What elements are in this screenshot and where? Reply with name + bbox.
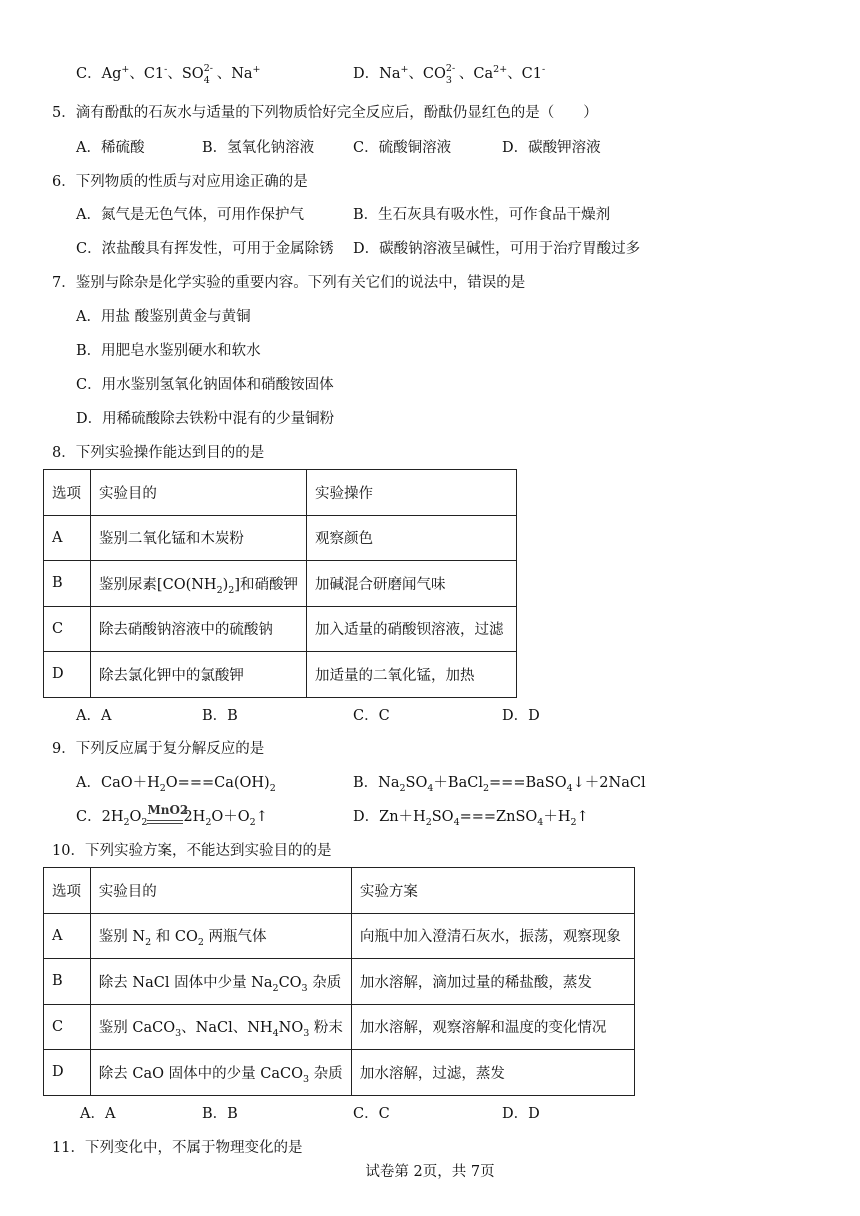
q5-option-a[interactable]: A．稀硫酸 xyxy=(76,140,145,156)
q11-stem: 11．下列变化中，不属于物理变化的是 xyxy=(52,1140,303,1156)
table-cell: 观察颜色 xyxy=(307,515,517,561)
q10-option-d[interactable]: D．D xyxy=(502,1106,540,1122)
table-row xyxy=(44,959,635,1005)
table-cell: 鉴别 CaCO$_3$、NaCl、$NH_4NO_3$ 粉末 xyxy=(90,1004,351,1050)
q9-option-c[interactable]: C．$2H_2O_2$ MnO2 $2H_2O+O_2↑$ xyxy=(76,803,268,828)
q6-stem: 6．下列物质的性质与对应用途正确的是 xyxy=(52,174,308,190)
table-cell: 加碱混合研磨闻气味 xyxy=(307,561,517,607)
table-cell: 除去氯化钾中的氯酸钾 xyxy=(90,652,306,698)
q7-option-d[interactable]: D．用稀硫酸除去铁粉中混有的少量铜粉 xyxy=(76,411,335,427)
table-header-cell: 实验方案 xyxy=(351,868,634,914)
q10-option-a[interactable]: A．A xyxy=(80,1106,116,1122)
table-cell: D xyxy=(44,652,91,698)
table-header-cell: 实验目的 xyxy=(90,868,351,914)
table-cell: 加水溶解，过滤，蒸发 xyxy=(351,1050,634,1096)
q5-option-c[interactable]: C．硫酸铜溶液 xyxy=(353,140,452,156)
table-cell: 加入适量的硝酸钡溶液，过滤 xyxy=(307,606,517,652)
q8-option-b[interactable]: B．B xyxy=(202,708,238,724)
q8-option-d[interactable]: D．D xyxy=(502,708,540,724)
q7-option-a[interactable]: A．用盐 酸鉴别黄金与黄铜 xyxy=(76,309,251,325)
table-row xyxy=(44,1004,635,1050)
q5-option-d[interactable]: D．碳酸钾溶液 xyxy=(502,140,601,156)
q9-option-b[interactable]: B．$Na_2SO_4+BaCl_2===BaSO_4↓+2NaCl$ xyxy=(353,775,646,794)
q6-option-b[interactable]: B．生石灰具有吸水性，可作食品干燥剂 xyxy=(353,207,611,223)
table-header-cell: 选项 xyxy=(44,868,91,914)
table-cell: 向瓶中加入澄清石灰水，振荡，观察现象 xyxy=(351,913,634,959)
table-row xyxy=(44,913,635,959)
q6-option-a[interactable]: A．氮气是无色气体，可用作保护气 xyxy=(76,207,304,223)
table-cell: 鉴别二氧化锰和木炭粉 xyxy=(90,515,306,561)
q7-option-b[interactable]: B．用肥皂水鉴别硬水和软水 xyxy=(76,343,261,359)
page-footer: 试卷第 2页，共 7页 xyxy=(365,1164,495,1180)
q6-option-d[interactable]: D．碳酸钠溶液呈碱性，可用于治疗胃酸过多 xyxy=(353,241,641,257)
table-cell: A xyxy=(44,515,91,561)
table-cell: D xyxy=(44,1050,91,1096)
table-header-cell: 选项 xyxy=(44,470,91,516)
table-row xyxy=(44,515,517,561)
q8-option-c[interactable]: C．C xyxy=(353,708,390,724)
q4-option-c: C．Ag+、C1-、SO 2- 4 、Na+ xyxy=(76,63,261,86)
q8-table xyxy=(43,469,517,698)
table-header-row xyxy=(44,470,517,516)
q4-option-d: D．Na+、CO 2- 3 、$Ca^{2+}$、C1- xyxy=(353,63,546,86)
q6-option-c[interactable]: C．浓盐酸具有挥发性，可用于金属除锈 xyxy=(76,241,334,257)
table-cell: 加适量的二氧化锰，加热 xyxy=(307,652,517,698)
table-row xyxy=(44,1050,635,1096)
table-cell: B xyxy=(44,959,91,1005)
q9-stem: 9．下列反应属于复分解反应的是 xyxy=(52,741,265,757)
q8-stem: 8．下列实验操作能达到目的的是 xyxy=(52,445,265,461)
table-cell: C xyxy=(44,606,91,652)
q9-option-a[interactable]: A．$CaO+H_2O===Ca(OH)_2$ xyxy=(76,775,276,794)
table-header-cell: 实验操作 xyxy=(307,470,517,516)
table-row xyxy=(44,561,517,607)
table-row xyxy=(44,606,517,652)
q10-table xyxy=(43,867,635,1096)
table-cell: 鉴别尿素$[CO(NH_2)_2]$和硝酸钾 xyxy=(90,561,306,607)
table-row xyxy=(44,652,517,698)
q5-stem: 5．滴有酚酞的石灰水与适量的下列物质恰好完全反应后，酚酞仍显红色的是（ ） xyxy=(52,105,598,121)
table-cell: 除去 NaCl 固体中少量 $Na_2CO_3$ 杂质 xyxy=(90,959,351,1005)
table-cell: 鉴别 $N_2$ 和 $CO_2$ 两瓶气体 xyxy=(90,913,351,959)
q10-option-c[interactable]: C．C xyxy=(353,1106,390,1122)
q8-option-a[interactable]: A．A xyxy=(76,708,112,724)
table-cell: 除去硝酸钠溶液中的硫酸钠 xyxy=(90,606,306,652)
q10-stem: 10．下列实验方案，不能达到实验目的的是 xyxy=(52,843,332,859)
table-cell: B xyxy=(44,561,91,607)
q10-option-b[interactable]: B．B xyxy=(202,1106,238,1122)
table-cell: A xyxy=(44,913,91,959)
q7-option-c[interactable]: C．用水鉴别氢氧化钠固体和硝酸铵固体 xyxy=(76,377,334,393)
q7-stem: 7．鉴别与除杂是化学实验的重要内容。下列有关它们的说法中，错误的是 xyxy=(52,275,526,291)
q5-option-b[interactable]: B．氢氧化钠溶液 xyxy=(202,140,315,156)
table-cell: 加水溶解，观察溶解和温度的变化情况 xyxy=(351,1004,634,1050)
table-header-cell: 实验目的 xyxy=(90,470,306,516)
table-cell: 除去 CaO 固体中的少量 CaCO$_3$ 杂质 xyxy=(90,1050,351,1096)
table-header-row xyxy=(44,868,635,914)
table-cell: C xyxy=(44,1004,91,1050)
table-cell: 加水溶解，滴加过量的稀盐酸，蒸发 xyxy=(351,959,634,1005)
q9-option-d[interactable]: D．$Zn+H_2SO_4===ZnSO_4+H_2↑$ xyxy=(353,809,589,828)
